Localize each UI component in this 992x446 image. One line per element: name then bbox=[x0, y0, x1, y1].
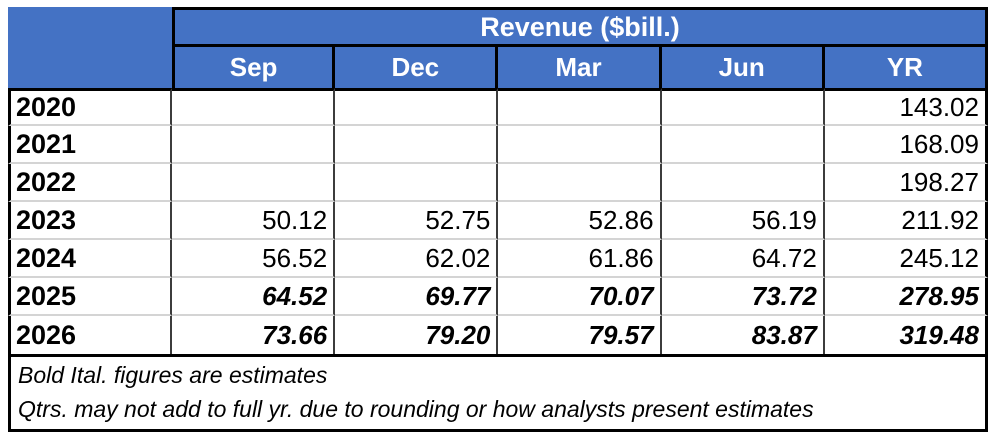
cell-2021-sep bbox=[172, 126, 335, 164]
cell-2025-jun: 73.72 bbox=[662, 278, 825, 316]
column-header-sep: Sep bbox=[172, 47, 335, 88]
row-year-2024: 2024 bbox=[8, 240, 172, 278]
corner-spacer bbox=[8, 7, 172, 88]
cell-2020-jun bbox=[662, 88, 825, 126]
cell-2021-yr: 168.09 bbox=[825, 126, 988, 164]
cell-2023-dec: 52.75 bbox=[335, 202, 498, 240]
cell-2024-dec: 62.02 bbox=[335, 240, 498, 278]
footnote-estimates: Bold Ital. figures are estimates bbox=[18, 362, 328, 389]
column-header-dec: Dec bbox=[335, 47, 498, 88]
cell-2025-mar: 70.07 bbox=[498, 278, 661, 316]
cell-2023-jun: 56.19 bbox=[662, 202, 825, 240]
row-year-2025: 2025 bbox=[8, 278, 172, 316]
cell-2022-dec bbox=[335, 164, 498, 202]
cell-2022-yr: 198.27 bbox=[825, 164, 988, 202]
cell-2020-mar bbox=[498, 88, 661, 126]
column-header-yr: YR bbox=[825, 47, 988, 88]
cell-2026-jun: 83.87 bbox=[662, 316, 825, 354]
cell-2025-dec: 69.77 bbox=[335, 278, 498, 316]
row-year-2023: 2023 bbox=[8, 202, 172, 240]
cell-2022-mar bbox=[498, 164, 661, 202]
cell-2024-sep: 56.52 bbox=[172, 240, 335, 278]
table-title: Revenue ($bill.) bbox=[172, 7, 988, 47]
cell-2021-dec bbox=[335, 126, 498, 164]
cell-2021-jun bbox=[662, 126, 825, 164]
cell-2021-mar bbox=[498, 126, 661, 164]
cell-2022-jun bbox=[662, 164, 825, 202]
cell-2024-jun: 64.72 bbox=[662, 240, 825, 278]
cell-2023-mar: 52.86 bbox=[498, 202, 661, 240]
footnotes bbox=[8, 354, 988, 432]
cell-2023-sep: 50.12 bbox=[172, 202, 335, 240]
cell-2024-mar: 61.86 bbox=[498, 240, 661, 278]
revenue-table bbox=[8, 7, 988, 432]
cell-2022-sep bbox=[172, 164, 335, 202]
cell-2026-sep: 73.66 bbox=[172, 316, 335, 354]
cell-2023-yr: 211.92 bbox=[825, 202, 988, 240]
cell-2020-sep bbox=[172, 88, 335, 126]
column-header-mar: Mar bbox=[498, 47, 661, 88]
cell-2026-dec: 79.20 bbox=[335, 316, 498, 354]
cell-2025-yr: 278.95 bbox=[825, 278, 988, 316]
cell-2026-yr: 319.48 bbox=[825, 316, 988, 354]
footnote-rounding: Qtrs. may not add to full yr. due to rounding or how analysts present estimates bbox=[18, 396, 814, 423]
cell-2020-dec bbox=[335, 88, 498, 126]
cell-2024-yr: 245.12 bbox=[825, 240, 988, 278]
cell-2020-yr: 143.02 bbox=[825, 88, 988, 126]
column-header-jun: Jun bbox=[662, 47, 825, 88]
cell-2026-mar: 79.57 bbox=[498, 316, 661, 354]
row-year-2021: 2021 bbox=[8, 126, 172, 164]
row-year-2020: 2020 bbox=[8, 88, 172, 126]
cell-2025-sep: 64.52 bbox=[172, 278, 335, 316]
row-year-2026: 2026 bbox=[8, 316, 172, 354]
row-year-2022: 2022 bbox=[8, 164, 172, 202]
